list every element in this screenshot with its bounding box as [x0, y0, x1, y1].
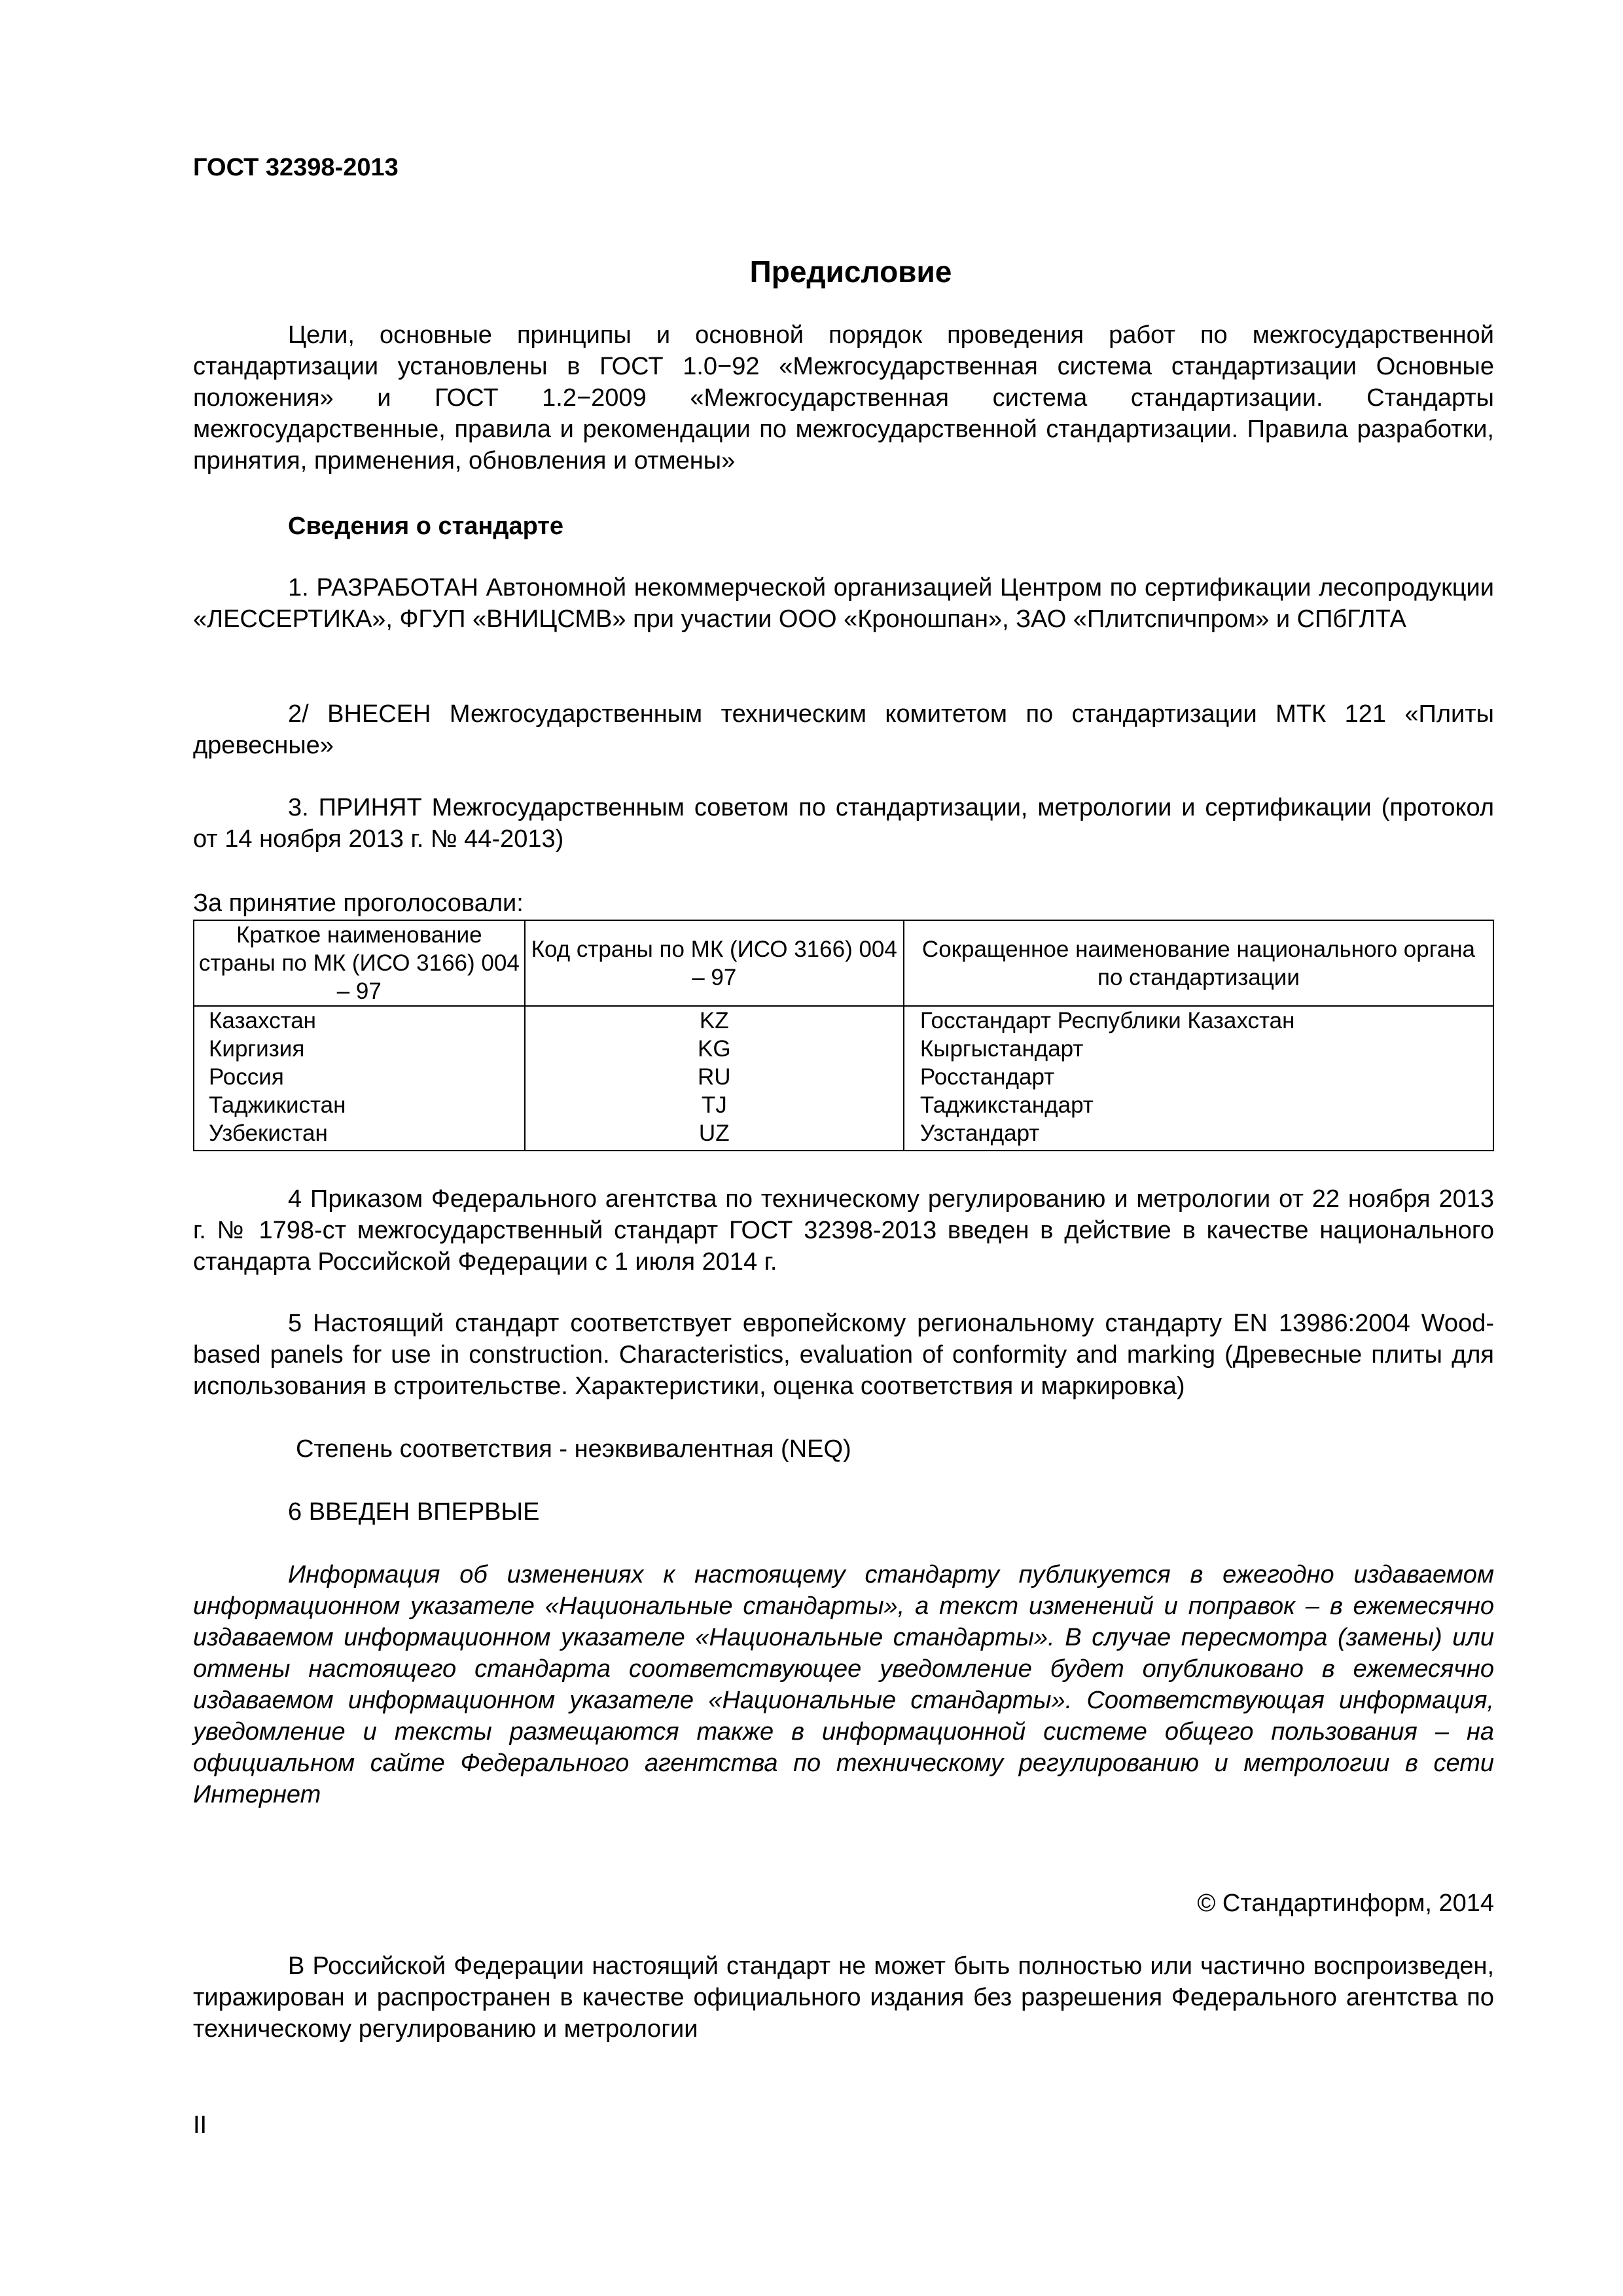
item-1-text: 1. РАЗРАБОТАН Автономной некоммерческой организацией Центром по сертификации лесопродукции «ЛЕССЕРТИКА», ФГУП «ВНИЦСМВ» при участии ООО «Кроношпан», ЗАО «Плитспичпром» и СПбГЛТА — [193, 574, 1494, 633]
code-cell: UZ — [525, 1119, 904, 1151]
item-4 — [193, 1183, 1494, 1278]
body-cell: Росстандарт — [904, 1063, 1493, 1091]
table-header-row — [194, 920, 1493, 1006]
page-title: Предисловие — [749, 255, 952, 289]
vote-table — [193, 920, 1494, 1151]
country-cell: Россия — [194, 1063, 525, 1091]
table-row — [194, 1063, 1493, 1091]
column-header-code: Код страны по МК (ИСО 3166) 004 – 97 — [525, 920, 904, 1006]
intro-paragraph — [193, 319, 1494, 476]
reproduction-notice-text: В Российской Федерации настоящий стандарт не может быть полностью или частично воспроизведен, тиражирован и распространен в качестве официального издания без разрешения Федерального агентства по техническому регулированию и метрологии — [193, 1952, 1494, 2043]
item-3-text: 3. ПРИНЯТ Межгосударственным советом по стандартизации, метрологии и сертификации (протокол от 14 ноября 2013 г. № 44-2013) — [193, 794, 1494, 853]
country-cell: Киргизия — [194, 1035, 525, 1063]
item-3 — [193, 792, 1494, 855]
column-header-country: Краткое наименование страны по МК (ИСО 3166) 004 – 97 — [194, 920, 525, 1006]
code-cell: TJ — [525, 1091, 904, 1119]
item-1 — [193, 572, 1494, 635]
column-header-body: Сокращенное наименование национального органа по стандартизации — [904, 920, 1493, 1006]
item-2-text: 2/ ВНЕСЕН Межгосударственным техническим комитетом по стандартизации МТК 121 «Плиты древесные» — [193, 700, 1494, 759]
item-5-degree: Степень соответствия - неэквивалентная (NEQ) — [296, 1435, 851, 1463]
item-6: 6 ВВЕДЕН ВПЕРВЫЕ — [288, 1498, 540, 1526]
code-cell: KG — [525, 1035, 904, 1063]
item-4-text: 4 Приказом Федерального агентства по техническому регулированию и метрологии от 22 ноября 2013 г. № 1798-ст межгосударственный стандарт ГОСТ 32398-2013 введен в действие в качестве национального стандарта Российской Федерации с 1 июля 2014 г. — [193, 1185, 1494, 1276]
item-5-text: 5 Настоящий стандарт соответствует европейскому региональному стандарту EN 13986:2004 Wood-based panels for use in construction. Characteristics, evaluation of conformity and marking (Древесные плиты для использования в строительстве. Характеристики, оценка соответствия и маркировка) — [193, 1310, 1494, 1400]
code-cell: RU — [525, 1063, 904, 1091]
item-5 — [193, 1308, 1494, 1402]
country-cell: Таджикистан — [194, 1091, 525, 1119]
page-number: II — [193, 2111, 207, 2139]
reproduction-notice — [193, 1950, 1494, 2045]
intro-text: Цели, основные принципы и основной порядок проведения работ по межгосударственной стандартизации установлены в ГОСТ 1.0−92 «Межгосударственная система стандартизации Основные положения» и ГОСТ 1.2−2009 «Межгосударственная система стандартизации. Стандарты межгосударственные, правила и рекомендации по межгосударственной стандартизации. Правила разработки, принятия, применения, обновления и отмены» — [193, 321, 1494, 475]
info-heading: Сведения о стандарте — [288, 512, 564, 540]
table-row — [194, 1091, 1493, 1119]
copyright: © Стандартинформ, 2014 — [1197, 1890, 1494, 1917]
body-cell: Кыргыстандарт — [904, 1035, 1493, 1063]
table-row — [194, 1035, 1493, 1063]
document-code: ГОСТ 32398-2013 — [193, 154, 399, 181]
item-2 — [193, 698, 1494, 761]
table-row — [194, 1006, 1493, 1035]
body-cell: Госстандарт Республики Казахстан — [904, 1006, 1493, 1035]
country-cell: Узбекистан — [194, 1119, 525, 1151]
changes-info — [193, 1559, 1494, 1810]
body-cell: Узстандарт — [904, 1119, 1493, 1151]
body-cell: Таджикстандарт — [904, 1091, 1493, 1119]
vote-caption: За принятие проголосовали: — [193, 889, 524, 917]
changes-info-text: Информация об изменениях к настоящему стандарту публикуется в ежегодно издаваемом информационном указателе «Национальные стандарты», а текст изменений и поправок – в ежемесячно издаваемом информационном указателе «Национальные стандарты». В случае пересмотра (замены) или отмены настоящего стандарта соответствующее уведомление будет опубликовано в ежемесячно издаваемом информационном указателе «Национальные стандарты». Соответствующая информация, уведомление и тексты размещаются также в информационной системе общего пользования – на официальном сайте Федерального агентства по техническому регулированию и метрологии в сети Интернет — [193, 1561, 1494, 1808]
country-cell: Казахстан — [194, 1006, 525, 1035]
code-cell: KZ — [525, 1006, 904, 1035]
table-row — [194, 1119, 1493, 1151]
